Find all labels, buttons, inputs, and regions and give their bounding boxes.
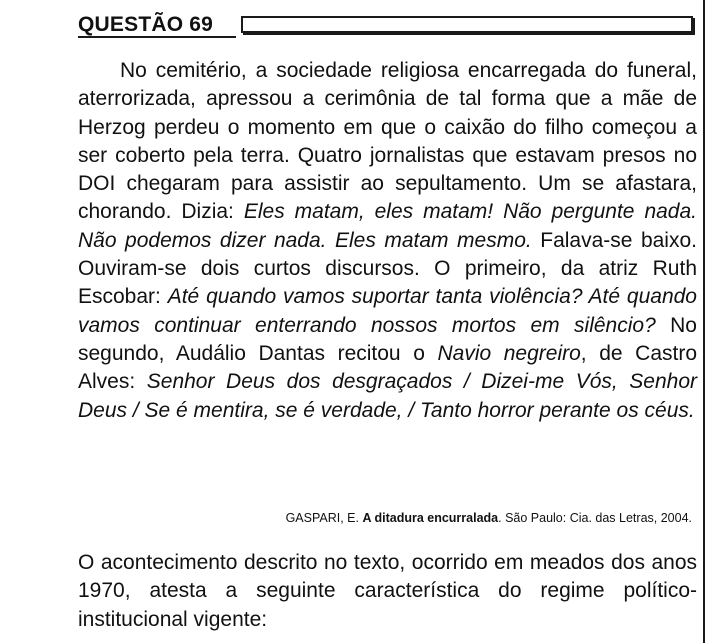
passage-poem-title: Navio negreiro — [437, 341, 581, 365]
citation-work-title: A ditadura encurralada — [362, 511, 499, 525]
source-passage — [78, 57, 697, 425]
passage-quote-ruth-escobar: Até quando vamos suportar tanta violência? Até quando vamos continuar enterrando nossos mortos em silêncio? — [78, 285, 697, 337]
right-margin-rule — [703, 0, 705, 643]
source-citation — [78, 510, 692, 526]
header-decorative-box — [241, 16, 693, 33]
passage-quote-journalist: Eles matam, eles matam! Não pergunte nada. Não podemos dizer nada. Eles matam mesmo. — [78, 200, 697, 252]
passage-text-4: , de Castro Alves: — [78, 341, 698, 394]
question-header — [78, 13, 698, 37]
passage-text-3: No segundo, Audálio Dantas recitou o — [78, 313, 697, 365]
passage-text-1: No cemitério, a sociedade religiosa encarregada do funeral, aterrorizada, apressou a cerimônia de tal forma que a mãe de Herzog perdeu o momento em que o caixão do filho começou a ser coberto pela terra. Quatro jornalistas que estavam presos no DOI chegaram para assistir ao sepultamento. Um se afastara, chorando. Dizia: — [78, 59, 697, 224]
question-number: QUESTÃO 69 — [78, 13, 214, 36]
passage-text-2: Falava-se baixo. Ouviram-se dois curtos discursos. O primeiro, da atriz Ruth Escobar: — [78, 228, 697, 309]
citation-author: GASPARI, E. — [285, 511, 363, 525]
question-number-underline — [78, 36, 236, 38]
question-prompt: O acontecimento descrito no texto, ocorrido em meados dos anos 1970, atesta a seguinte característica do regime político-institucional vigente: — [78, 551, 697, 631]
passage-poem-verse: Senhor Deus dos desgraçados / Dizei-me Vós, Senhor Deus / Se é mentira, se é verdade, / Tanto horror perante os céus. — [78, 370, 697, 422]
citation-publisher: . São Paulo: Cia. das Letras, 2004. — [498, 511, 692, 525]
